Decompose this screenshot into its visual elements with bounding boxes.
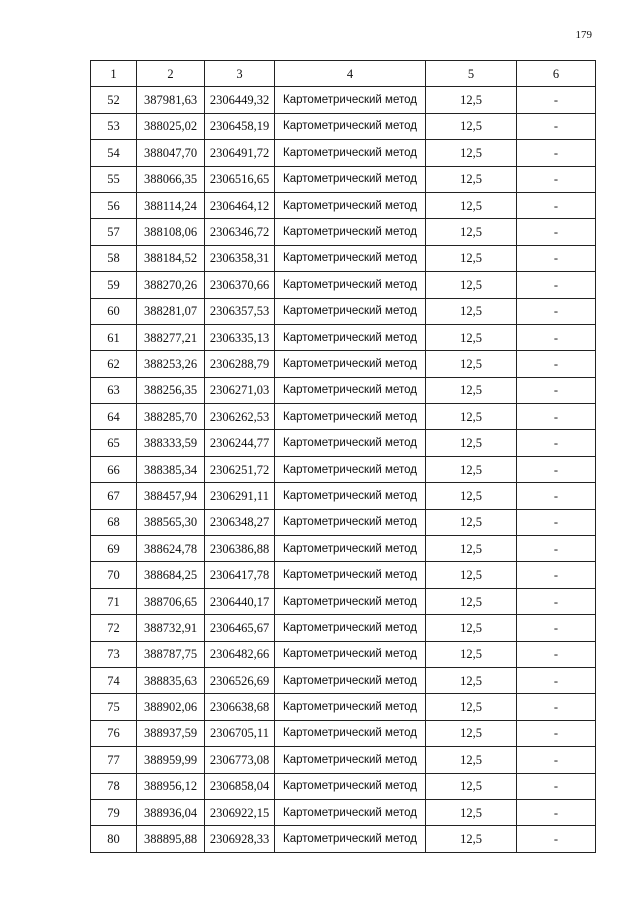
- method-cell: Картометрический метод: [275, 536, 426, 562]
- table-row: [91, 799, 596, 825]
- y-coordinate-cell: 2306458,19: [205, 113, 275, 139]
- y-coordinate-cell: 2306358,31: [205, 245, 275, 271]
- method-cell: Картометрический метод: [275, 667, 426, 693]
- accuracy-cell: 12,5: [426, 720, 517, 746]
- note-cell: -: [517, 536, 596, 562]
- x-coordinate-cell: 388835,63: [137, 667, 205, 693]
- method-cell: Картометрический метод: [275, 192, 426, 218]
- table-row: [91, 351, 596, 377]
- point-number-cell: 64: [91, 404, 137, 430]
- x-coordinate-cell: 388047,70: [137, 140, 205, 166]
- method-cell: Картометрический метод: [275, 641, 426, 667]
- y-coordinate-cell: 2306465,67: [205, 615, 275, 641]
- note-cell: -: [517, 245, 596, 271]
- method-cell: Картометрический метод: [275, 694, 426, 720]
- note-cell: -: [517, 799, 596, 825]
- note-cell: -: [517, 483, 596, 509]
- point-number-cell: 60: [91, 298, 137, 324]
- table-row: [91, 562, 596, 588]
- accuracy-cell: 12,5: [426, 509, 517, 535]
- note-cell: -: [517, 694, 596, 720]
- table-row: [91, 272, 596, 298]
- point-number-cell: 77: [91, 747, 137, 773]
- x-coordinate-cell: 388270,26: [137, 272, 205, 298]
- table-row: [91, 140, 596, 166]
- method-cell: Картометрический метод: [275, 799, 426, 825]
- note-cell: -: [517, 377, 596, 403]
- note-cell: -: [517, 404, 596, 430]
- header-cell-1: 1: [91, 61, 137, 87]
- coordinates-table: [90, 60, 596, 853]
- header-cell-6: 6: [517, 61, 596, 87]
- point-number-cell: 70: [91, 562, 137, 588]
- table-header-row: [91, 61, 596, 87]
- x-coordinate-cell: 388256,35: [137, 377, 205, 403]
- x-coordinate-cell: 387981,63: [137, 87, 205, 113]
- accuracy-cell: 12,5: [426, 694, 517, 720]
- x-coordinate-cell: 388732,91: [137, 615, 205, 641]
- accuracy-cell: 12,5: [426, 404, 517, 430]
- note-cell: -: [517, 113, 596, 139]
- note-cell: -: [517, 351, 596, 377]
- method-cell: Картометрический метод: [275, 456, 426, 482]
- point-number-cell: 65: [91, 430, 137, 456]
- accuracy-cell: 12,5: [426, 588, 517, 614]
- y-coordinate-cell: 2306773,08: [205, 747, 275, 773]
- x-coordinate-cell: 388457,94: [137, 483, 205, 509]
- table-row: [91, 404, 596, 430]
- accuracy-cell: 12,5: [426, 615, 517, 641]
- y-coordinate-cell: 2306449,32: [205, 87, 275, 113]
- table-row: [91, 324, 596, 350]
- method-cell: Картометрический метод: [275, 562, 426, 588]
- point-number-cell: 59: [91, 272, 137, 298]
- x-coordinate-cell: 388936,04: [137, 799, 205, 825]
- y-coordinate-cell: 2306370,66: [205, 272, 275, 298]
- x-coordinate-cell: 388253,26: [137, 351, 205, 377]
- y-coordinate-cell: 2306335,13: [205, 324, 275, 350]
- method-cell: Картометрический метод: [275, 219, 426, 245]
- y-coordinate-cell: 2306922,15: [205, 799, 275, 825]
- x-coordinate-cell: 388684,25: [137, 562, 205, 588]
- method-cell: Картометрический метод: [275, 166, 426, 192]
- point-number-cell: 56: [91, 192, 137, 218]
- point-number-cell: 63: [91, 377, 137, 403]
- method-cell: Картометрический метод: [275, 324, 426, 350]
- accuracy-cell: 12,5: [426, 272, 517, 298]
- note-cell: -: [517, 747, 596, 773]
- note-cell: -: [517, 140, 596, 166]
- note-cell: -: [517, 219, 596, 245]
- y-coordinate-cell: 2306482,66: [205, 641, 275, 667]
- method-cell: Картометрический метод: [275, 509, 426, 535]
- y-coordinate-cell: 2306271,03: [205, 377, 275, 403]
- table-row: [91, 219, 596, 245]
- note-cell: -: [517, 588, 596, 614]
- y-coordinate-cell: 2306516,65: [205, 166, 275, 192]
- point-number-cell: 62: [91, 351, 137, 377]
- x-coordinate-cell: 388937,59: [137, 720, 205, 746]
- note-cell: -: [517, 192, 596, 218]
- y-coordinate-cell: 2306262,53: [205, 404, 275, 430]
- method-cell: Картометрический метод: [275, 747, 426, 773]
- accuracy-cell: 12,5: [426, 166, 517, 192]
- method-cell: Картометрический метод: [275, 298, 426, 324]
- table-row: [91, 456, 596, 482]
- y-coordinate-cell: 2306858,04: [205, 773, 275, 799]
- table-row: [91, 509, 596, 535]
- method-cell: Картометрический метод: [275, 483, 426, 509]
- y-coordinate-cell: 2306417,78: [205, 562, 275, 588]
- method-cell: Картометрический метод: [275, 404, 426, 430]
- y-coordinate-cell: 2306491,72: [205, 140, 275, 166]
- y-coordinate-cell: 2306346,72: [205, 219, 275, 245]
- y-coordinate-cell: 2306705,11: [205, 720, 275, 746]
- accuracy-cell: 12,5: [426, 140, 517, 166]
- point-number-cell: 54: [91, 140, 137, 166]
- y-coordinate-cell: 2306928,33: [205, 826, 275, 852]
- accuracy-cell: 12,5: [426, 298, 517, 324]
- y-coordinate-cell: 2306244,77: [205, 430, 275, 456]
- x-coordinate-cell: 388787,75: [137, 641, 205, 667]
- table-row: [91, 377, 596, 403]
- point-number-cell: 58: [91, 245, 137, 271]
- y-coordinate-cell: 2306288,79: [205, 351, 275, 377]
- accuracy-cell: 12,5: [426, 377, 517, 403]
- accuracy-cell: 12,5: [426, 747, 517, 773]
- point-number-cell: 75: [91, 694, 137, 720]
- method-cell: Картометрический метод: [275, 588, 426, 614]
- x-coordinate-cell: 388565,30: [137, 509, 205, 535]
- note-cell: -: [517, 456, 596, 482]
- accuracy-cell: 12,5: [426, 430, 517, 456]
- table-row: [91, 667, 596, 693]
- accuracy-cell: 12,5: [426, 87, 517, 113]
- accuracy-cell: 12,5: [426, 192, 517, 218]
- point-number-cell: 74: [91, 667, 137, 693]
- point-number-cell: 78: [91, 773, 137, 799]
- table-row: [91, 773, 596, 799]
- x-coordinate-cell: 388025,02: [137, 113, 205, 139]
- x-coordinate-cell: 388959,99: [137, 747, 205, 773]
- method-cell: Картометрический метод: [275, 245, 426, 271]
- accuracy-cell: 12,5: [426, 562, 517, 588]
- header-cell-3: 3: [205, 61, 275, 87]
- method-cell: Картометрический метод: [275, 113, 426, 139]
- note-cell: -: [517, 509, 596, 535]
- note-cell: -: [517, 667, 596, 693]
- accuracy-cell: 12,5: [426, 641, 517, 667]
- point-number-cell: 72: [91, 615, 137, 641]
- x-coordinate-cell: 388895,88: [137, 826, 205, 852]
- note-cell: -: [517, 720, 596, 746]
- table-row: [91, 536, 596, 562]
- point-number-cell: 79: [91, 799, 137, 825]
- method-cell: Картометрический метод: [275, 826, 426, 852]
- method-cell: Картометрический метод: [275, 773, 426, 799]
- x-coordinate-cell: 388385,34: [137, 456, 205, 482]
- table-row: [91, 615, 596, 641]
- table-row: [91, 87, 596, 113]
- x-coordinate-cell: 388956,12: [137, 773, 205, 799]
- accuracy-cell: 12,5: [426, 773, 517, 799]
- table-row: [91, 113, 596, 139]
- point-number-cell: 55: [91, 166, 137, 192]
- point-number-cell: 61: [91, 324, 137, 350]
- accuracy-cell: 12,5: [426, 799, 517, 825]
- note-cell: -: [517, 298, 596, 324]
- point-number-cell: 68: [91, 509, 137, 535]
- y-coordinate-cell: 2306291,11: [205, 483, 275, 509]
- y-coordinate-cell: 2306440,17: [205, 588, 275, 614]
- y-coordinate-cell: 2306638,68: [205, 694, 275, 720]
- method-cell: Картометрический метод: [275, 377, 426, 403]
- method-cell: Картометрический метод: [275, 87, 426, 113]
- header-cell-2: 2: [137, 61, 205, 87]
- point-number-cell: 57: [91, 219, 137, 245]
- table-row: [91, 298, 596, 324]
- accuracy-cell: 12,5: [426, 667, 517, 693]
- note-cell: -: [517, 562, 596, 588]
- page-number: 179: [575, 29, 592, 41]
- note-cell: -: [517, 430, 596, 456]
- accuracy-cell: 12,5: [426, 483, 517, 509]
- point-number-cell: 66: [91, 456, 137, 482]
- table-body: [91, 61, 596, 853]
- method-cell: Картометрический метод: [275, 615, 426, 641]
- y-coordinate-cell: 2306357,53: [205, 298, 275, 324]
- note-cell: -: [517, 87, 596, 113]
- point-number-cell: 67: [91, 483, 137, 509]
- point-number-cell: 69: [91, 536, 137, 562]
- note-cell: -: [517, 615, 596, 641]
- point-number-cell: 73: [91, 641, 137, 667]
- point-number-cell: 76: [91, 720, 137, 746]
- accuracy-cell: 12,5: [426, 351, 517, 377]
- y-coordinate-cell: 2306464,12: [205, 192, 275, 218]
- note-cell: -: [517, 324, 596, 350]
- accuracy-cell: 12,5: [426, 113, 517, 139]
- note-cell: -: [517, 773, 596, 799]
- x-coordinate-cell: 388281,07: [137, 298, 205, 324]
- note-cell: -: [517, 641, 596, 667]
- y-coordinate-cell: 2306348,27: [205, 509, 275, 535]
- point-number-cell: 52: [91, 87, 137, 113]
- table-row: [91, 747, 596, 773]
- header-cell-4: 4: [275, 61, 426, 87]
- x-coordinate-cell: 388114,24: [137, 192, 205, 218]
- table-row: [91, 483, 596, 509]
- table-row: [91, 245, 596, 271]
- x-coordinate-cell: 388333,59: [137, 430, 205, 456]
- table-row: [91, 430, 596, 456]
- accuracy-cell: 12,5: [426, 245, 517, 271]
- table-row: [91, 641, 596, 667]
- accuracy-cell: 12,5: [426, 219, 517, 245]
- x-coordinate-cell: 388624,78: [137, 536, 205, 562]
- table-row: [91, 826, 596, 852]
- accuracy-cell: 12,5: [426, 536, 517, 562]
- table-row: [91, 588, 596, 614]
- table-row: [91, 192, 596, 218]
- method-cell: Картометрический метод: [275, 272, 426, 298]
- x-coordinate-cell: 388184,52: [137, 245, 205, 271]
- y-coordinate-cell: 2306251,72: [205, 456, 275, 482]
- method-cell: Картометрический метод: [275, 430, 426, 456]
- method-cell: Картометрический метод: [275, 140, 426, 166]
- note-cell: -: [517, 272, 596, 298]
- point-number-cell: 71: [91, 588, 137, 614]
- x-coordinate-cell: 388108,06: [137, 219, 205, 245]
- note-cell: -: [517, 166, 596, 192]
- header-cell-5: 5: [426, 61, 517, 87]
- point-number-cell: 80: [91, 826, 137, 852]
- point-number-cell: 53: [91, 113, 137, 139]
- y-coordinate-cell: 2306526,69: [205, 667, 275, 693]
- table-row: [91, 720, 596, 746]
- method-cell: Картометрический метод: [275, 720, 426, 746]
- x-coordinate-cell: 388285,70: [137, 404, 205, 430]
- x-coordinate-cell: 388902,06: [137, 694, 205, 720]
- x-coordinate-cell: 388706,65: [137, 588, 205, 614]
- accuracy-cell: 12,5: [426, 324, 517, 350]
- table-row: [91, 166, 596, 192]
- accuracy-cell: 12,5: [426, 826, 517, 852]
- x-coordinate-cell: 388277,21: [137, 324, 205, 350]
- method-cell: Картометрический метод: [275, 351, 426, 377]
- table-row: [91, 694, 596, 720]
- x-coordinate-cell: 388066,35: [137, 166, 205, 192]
- y-coordinate-cell: 2306386,88: [205, 536, 275, 562]
- accuracy-cell: 12,5: [426, 456, 517, 482]
- note-cell: -: [517, 826, 596, 852]
